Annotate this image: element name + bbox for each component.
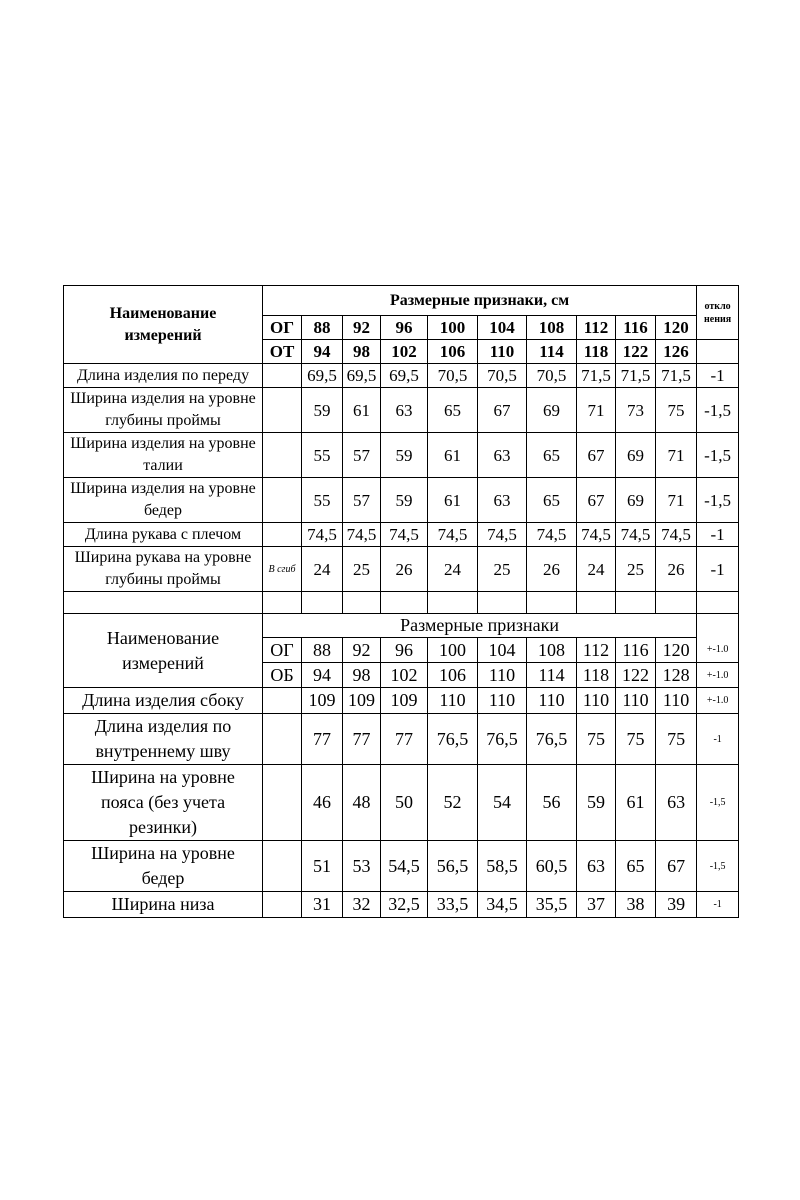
- row-label: Ширина на уровне пояса (без учета резинки): [64, 765, 263, 841]
- value-cell: 32: [343, 892, 381, 918]
- value-cell: 110: [616, 688, 656, 714]
- og-label: ОГ: [263, 316, 302, 340]
- table-spacer: [64, 592, 739, 614]
- value-cell: 73: [616, 388, 656, 433]
- deviation-cell: -1: [697, 892, 739, 918]
- table-row: [64, 388, 739, 433]
- table-row: [64, 547, 739, 592]
- og-size-cell: 100: [428, 638, 478, 663]
- deviation-cell: -1,5: [697, 388, 739, 433]
- og-size-cell: 100: [428, 316, 478, 340]
- ot-size-cell: 98: [343, 340, 381, 364]
- value-cell: 65: [616, 841, 656, 892]
- ot-size-cell: 110: [478, 340, 527, 364]
- value-cell: 25: [616, 547, 656, 592]
- row-note: [263, 478, 302, 523]
- value-cell: 38: [616, 892, 656, 918]
- ot-size-cell: 118: [577, 340, 616, 364]
- row-note: [263, 688, 302, 714]
- value-cell: 51: [302, 841, 343, 892]
- value-cell: 69: [616, 478, 656, 523]
- row-note: [263, 364, 302, 388]
- value-cell: 55: [302, 433, 343, 478]
- og-size-cell: 88: [302, 638, 343, 663]
- column-header-size-features: Размерные признаки, см: [263, 286, 697, 316]
- deviation-cell: -1: [697, 547, 739, 592]
- og-size-cell: 108: [527, 316, 577, 340]
- og-size-cell: 116: [616, 638, 656, 663]
- row-note: [263, 841, 302, 892]
- row-label: Длина изделия по переду: [64, 364, 263, 388]
- value-cell: 61: [616, 765, 656, 841]
- value-cell: 59: [381, 433, 428, 478]
- value-cell: 26: [381, 547, 428, 592]
- value-cell: 61: [428, 478, 478, 523]
- og-label: ОГ: [263, 638, 302, 663]
- ot-label: ОТ: [263, 340, 302, 364]
- value-cell: 61: [343, 388, 381, 433]
- column-header-name: Наименование измерений: [64, 614, 263, 688]
- value-cell: 71: [577, 388, 616, 433]
- value-cell: 52: [428, 765, 478, 841]
- value-cell: 24: [577, 547, 616, 592]
- og-size-cell: 104: [478, 638, 527, 663]
- column-header-size-features: Размерные признаки: [263, 614, 697, 638]
- ob-size-cell: 94: [302, 663, 343, 688]
- value-cell: 75: [577, 714, 616, 765]
- value-cell: 71: [656, 478, 697, 523]
- deviation-cell: +-1.0: [697, 663, 739, 688]
- table-row: [64, 841, 739, 892]
- row-note: [263, 714, 302, 765]
- og-size-cell: 92: [343, 316, 381, 340]
- deviation-cell: -1: [697, 714, 739, 765]
- table-row: [64, 892, 739, 918]
- ob-size-cell: 118: [577, 663, 616, 688]
- value-cell: 74,5: [302, 523, 343, 547]
- value-cell: 75: [656, 714, 697, 765]
- value-cell: 71,5: [616, 364, 656, 388]
- table-row: [64, 765, 739, 841]
- value-cell: 56: [527, 765, 577, 841]
- column-header-name: Наименование измерений: [64, 286, 263, 364]
- row-label: Ширина рукава на уровне глубины проймы: [64, 547, 263, 592]
- value-cell: 75: [616, 714, 656, 765]
- ob-size-cell: 128: [656, 663, 697, 688]
- ob-size-cell: 102: [381, 663, 428, 688]
- row-note: [263, 388, 302, 433]
- value-cell: 65: [527, 478, 577, 523]
- value-cell: 110: [478, 688, 527, 714]
- column-header-deviation: откло нения: [697, 286, 739, 340]
- table-row: [64, 364, 739, 388]
- value-cell: 25: [478, 547, 527, 592]
- value-cell: 39: [656, 892, 697, 918]
- value-cell: 71,5: [656, 364, 697, 388]
- ot-size-cell: 102: [381, 340, 428, 364]
- value-cell: 37: [577, 892, 616, 918]
- value-cell: 77: [302, 714, 343, 765]
- value-cell: 54,5: [381, 841, 428, 892]
- row-label: Ширина изделия на уровне бедер: [64, 478, 263, 523]
- value-cell: 57: [343, 478, 381, 523]
- value-cell: 55: [302, 478, 343, 523]
- deviation-empty-cell: [697, 340, 739, 364]
- value-cell: 110: [428, 688, 478, 714]
- value-cell: 24: [302, 547, 343, 592]
- ob-size-cell: 122: [616, 663, 656, 688]
- deviation-cell: -1,5: [697, 765, 739, 841]
- og-size-cell: 88: [302, 316, 343, 340]
- row-note: [263, 892, 302, 918]
- table-row: [64, 433, 739, 478]
- deviation-cell: -1: [697, 364, 739, 388]
- value-cell: 24: [428, 547, 478, 592]
- ot-size-cell: 122: [616, 340, 656, 364]
- table-row: [64, 688, 739, 714]
- og-size-cell: 108: [527, 638, 577, 663]
- row-label: Длина рукава с плечом: [64, 523, 263, 547]
- row-note: [263, 765, 302, 841]
- table-row: [64, 714, 739, 765]
- ot-size-cell: 106: [428, 340, 478, 364]
- value-cell: 74,5: [527, 523, 577, 547]
- deviation-cell: +-1.0: [697, 688, 739, 714]
- value-cell: 109: [381, 688, 428, 714]
- value-cell: 70,5: [478, 364, 527, 388]
- row-label: Длина изделия сбоку: [64, 688, 263, 714]
- row-note: В сгиб: [263, 547, 302, 592]
- value-cell: 74,5: [616, 523, 656, 547]
- value-cell: 69: [527, 388, 577, 433]
- value-cell: 46: [302, 765, 343, 841]
- value-cell: 71,5: [577, 364, 616, 388]
- value-cell: 63: [381, 388, 428, 433]
- og-size-cell: 92: [343, 638, 381, 663]
- og-size-cell: 120: [656, 316, 697, 340]
- value-cell: 74,5: [478, 523, 527, 547]
- og-size-cell: 112: [577, 316, 616, 340]
- value-cell: 75: [656, 388, 697, 433]
- row-note: [263, 433, 302, 478]
- row-label: Длина изделия по внутреннему шву: [64, 714, 263, 765]
- og-size-cell: 104: [478, 316, 527, 340]
- value-cell: 56,5: [428, 841, 478, 892]
- ob-size-cell: 110: [478, 663, 527, 688]
- deviation-cell: -1: [697, 523, 739, 547]
- bottom-size-table: [63, 613, 739, 918]
- ob-size-cell: 106: [428, 663, 478, 688]
- ot-size-cell: 94: [302, 340, 343, 364]
- value-cell: 70,5: [428, 364, 478, 388]
- value-cell: 67: [478, 388, 527, 433]
- value-cell: 67: [656, 841, 697, 892]
- row-label: Ширина на уровне бедер: [64, 841, 263, 892]
- value-cell: 76,5: [527, 714, 577, 765]
- value-cell: 59: [302, 388, 343, 433]
- ot-size-cell: 126: [656, 340, 697, 364]
- value-cell: 74,5: [381, 523, 428, 547]
- value-cell: 74,5: [428, 523, 478, 547]
- ob-label: ОБ: [263, 663, 302, 688]
- deviation-cell: -1,5: [697, 433, 739, 478]
- value-cell: 35,5: [527, 892, 577, 918]
- value-cell: 76,5: [428, 714, 478, 765]
- value-cell: 25: [343, 547, 381, 592]
- ob-size-cell: 98: [343, 663, 381, 688]
- value-cell: 67: [577, 433, 616, 478]
- value-cell: 110: [656, 688, 697, 714]
- deviation-cell: -1,5: [697, 478, 739, 523]
- value-cell: 69,5: [302, 364, 343, 388]
- value-cell: 69: [616, 433, 656, 478]
- value-cell: 74,5: [656, 523, 697, 547]
- og-size-cell: 112: [577, 638, 616, 663]
- og-size-cell: 96: [381, 316, 428, 340]
- value-cell: 76,5: [478, 714, 527, 765]
- deviation-cell: -1,5: [697, 841, 739, 892]
- value-cell: 74,5: [343, 523, 381, 547]
- row-label: Ширина изделия на уровне глубины проймы: [64, 388, 263, 433]
- og-size-cell: 116: [616, 316, 656, 340]
- value-cell: 77: [381, 714, 428, 765]
- deviation-cell: +-1.0: [697, 638, 739, 663]
- value-cell: 26: [527, 547, 577, 592]
- table-row: [64, 478, 739, 523]
- row-label: Ширина изделия на уровне талии: [64, 433, 263, 478]
- value-cell: 50: [381, 765, 428, 841]
- row-label: Ширина низа: [64, 892, 263, 918]
- og-size-cell: 96: [381, 638, 428, 663]
- value-cell: 53: [343, 841, 381, 892]
- value-cell: 63: [478, 433, 527, 478]
- ob-size-cell: 114: [527, 663, 577, 688]
- value-cell: 26: [656, 547, 697, 592]
- value-cell: 58,5: [478, 841, 527, 892]
- value-cell: 34,5: [478, 892, 527, 918]
- value-cell: 110: [577, 688, 616, 714]
- value-cell: 70,5: [527, 364, 577, 388]
- value-cell: 57: [343, 433, 381, 478]
- value-cell: 59: [577, 765, 616, 841]
- value-cell: 63: [577, 841, 616, 892]
- value-cell: 54: [478, 765, 527, 841]
- value-cell: 109: [343, 688, 381, 714]
- top-size-table: [63, 285, 739, 614]
- value-cell: 32,5: [381, 892, 428, 918]
- value-cell: 69,5: [381, 364, 428, 388]
- value-cell: 110: [527, 688, 577, 714]
- value-cell: 65: [428, 388, 478, 433]
- og-size-cell: 120: [656, 638, 697, 663]
- value-cell: 71: [656, 433, 697, 478]
- value-cell: 109: [302, 688, 343, 714]
- value-cell: 63: [656, 765, 697, 841]
- table-row: [64, 523, 739, 547]
- value-cell: 74,5: [577, 523, 616, 547]
- value-cell: 48: [343, 765, 381, 841]
- value-cell: 63: [478, 478, 527, 523]
- value-cell: 31: [302, 892, 343, 918]
- value-cell: 69,5: [343, 364, 381, 388]
- value-cell: 60,5: [527, 841, 577, 892]
- value-cell: 65: [527, 433, 577, 478]
- value-cell: 59: [381, 478, 428, 523]
- value-cell: 67: [577, 478, 616, 523]
- ot-size-cell: 114: [527, 340, 577, 364]
- row-note: [263, 523, 302, 547]
- value-cell: 61: [428, 433, 478, 478]
- value-cell: 33,5: [428, 892, 478, 918]
- value-cell: 77: [343, 714, 381, 765]
